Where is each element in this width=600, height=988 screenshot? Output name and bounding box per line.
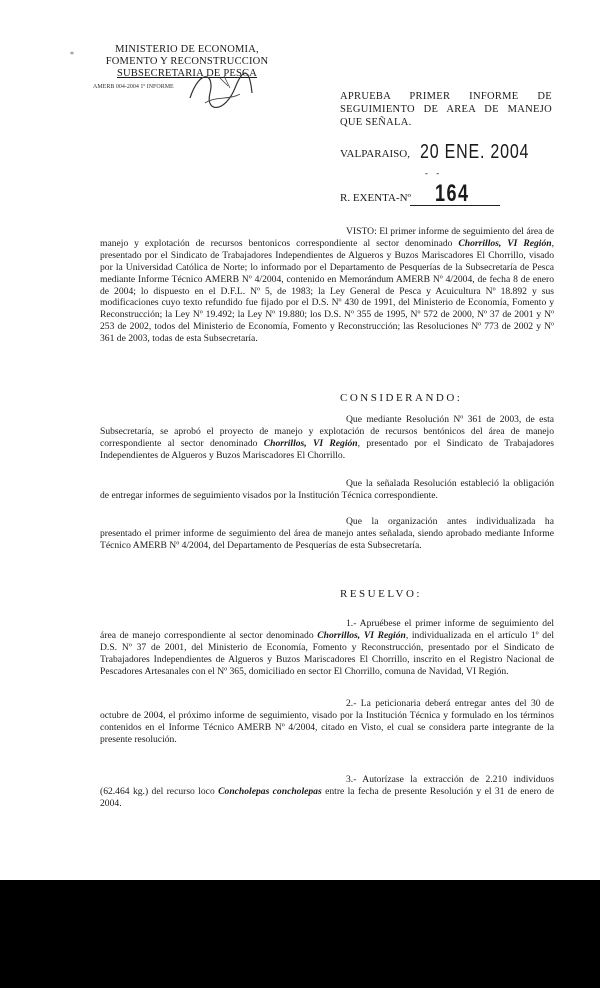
considerando-p1-lead: Que mediante Resolución Nº 361 de 2003, de esta Subsecretaría, se aprobó el proyecto de manejo y explotación de recursos bentónicos del área de manejo correspondiente al sector denominado xyxy=(100,414,554,449)
resuelvo-p1-lead: 1.- Apruébese el primer informe de seguimiento del área de manejo correspondiente al sector denominado xyxy=(100,618,554,641)
visto-rest: , presentado por el Sindicato de Trabajadores Independientes de Algueros y Buzos Mariscadores El Chorrillo, visado por la Universidad Católica de Norte; lo informado por el Departamento de Pesquerías de la Subsecretaría de Pesca mediante Informe Técnico AMERB Nº 4/2004, contenido en Memorándum AMERB Nº 4/2004, de fecha 8 de enero de 2004; lo dispuesto en el D.F.L. Nº 5, de 1983; la Ley General de Pesca y Acuicultura Nº 18.892 y sus modificaciones cuyo texto refundido fue fijado por el D.S. Nº 430 de 1991, del Ministerio de Economía, Fomento y Reconstrucción; la Ley Nº 19.492; la Ley Nº 19.880; los D.S. Nº 355 de 1995, Nº 572 de 2000, Nº 37 de 2001 y Nº 253 de 2002, todos del Ministerio de Economía, Fomento y Reconstrucción; las Resoluciones Nº 773 de 2002 y Nº 361 de 2003, todas de esta Subsecretaría. xyxy=(100,237,555,345)
resuelvo-p1-rest: , individualizada en el artículo 1º del D.S. Nº 37 de 2001, del Ministerio de Economía, Fomento y Reconstrucción, presentado por el Sindicato de Trabajadores Independientes de Algueros y Buzos Mariscadores El Chorrillo, inscrito en el Registro Nacional de Pescadores Artesanales con el Nº 365, domiciliado en sector El Chorrillo, comuna de Navidad, VI Región. xyxy=(100,629,555,677)
considerando-paragraph-1 xyxy=(100,414,554,462)
date-stamp: 20 ENE. 2004 xyxy=(420,141,530,163)
resuelvo-p3-rest: entre la fecha de presente Resolución y el 31 de enero de 2004. xyxy=(100,785,555,809)
visto-paragraph xyxy=(100,226,554,345)
considerando-paragraph-3: Que la organización antes individualizada ha presentado el primer informe de seguimiento del área de manejo antes señalada, siendo aprobado mediante Informe Técnico AMERB Nº 4/2004, del Departamento de Pesquerías de esta Subsecretaría. xyxy=(100,516,554,551)
reference-code: AMERB 004-2004 1º INFORME xyxy=(93,84,174,90)
margin-mark: * xyxy=(70,50,74,59)
resuelvo-p3-lead: 3.- Autorízase la extracción de 2.210 individuos (62.464 kg.) del recurso loco xyxy=(100,774,554,797)
considerando-title: CONSIDERANDO: xyxy=(340,392,463,404)
visto-sector: Chorrillos, VI Región xyxy=(458,237,552,249)
place-label: VALPARAISO, xyxy=(340,148,410,160)
considerando-p1-sector: Chorrillos, VI Región xyxy=(263,437,358,449)
resuelvo-paragraph-3 xyxy=(100,774,554,810)
signature-scribble-icon xyxy=(180,58,260,118)
scan-black-band xyxy=(0,880,600,988)
subject-line: APRUEBA PRIMER INFORME DE SEGUIMIENTO DE AREA DE MANEJO QUE SEÑALA. xyxy=(340,91,552,128)
resuelvo-p1-sector: Chorrillos, VI Región xyxy=(317,629,406,641)
considerando-p1-rest: , presentado por el Sindicato de Trabajadores Independientes de Algueros y Buzos Mariscadores El Chorrillo. xyxy=(100,437,554,461)
resuelvo-paragraph-2: 2.- La peticionaria deberá entregar antes del 30 de octubre de 2004, el próximo informe de seguimiento, visado por la Institución Técnica y formulado en los términos contenidos en el Informe Técnico AMERB Nº 4/2004, citado en Visto, el cual se considera parte integrante de la presente resolución. xyxy=(100,698,554,745)
considerando-paragraph-2: Que la señalada Resolución estableció la obligación de entregar informes de seguimiento visados por la Institución Técnica correspondiente. xyxy=(100,478,554,501)
resuelvo-p3-species: Concholepas concholepas xyxy=(218,785,322,797)
exenta-number: 164 xyxy=(435,180,470,207)
date-dash-mark: - - xyxy=(425,168,443,178)
resuelvo-title: RESUELVO: xyxy=(340,588,422,600)
visto-lead: VISTO: El primer informe de seguimiento del área de manejo y explotación de recursos bentonicos correspondiente al sector denominado xyxy=(100,226,554,249)
ministry-heading: MINISTERIO DE ECONOMIA, xyxy=(115,44,259,55)
ministry-heading-2: FOMENTO Y RECONSTRUCCION xyxy=(105,56,269,67)
subsecretaria-heading: SUBSECRETARIA DE PESCA xyxy=(116,68,258,79)
resuelvo-paragraph-1 xyxy=(100,618,554,678)
exenta-label: R. EXENTA-Nº xyxy=(340,192,411,204)
